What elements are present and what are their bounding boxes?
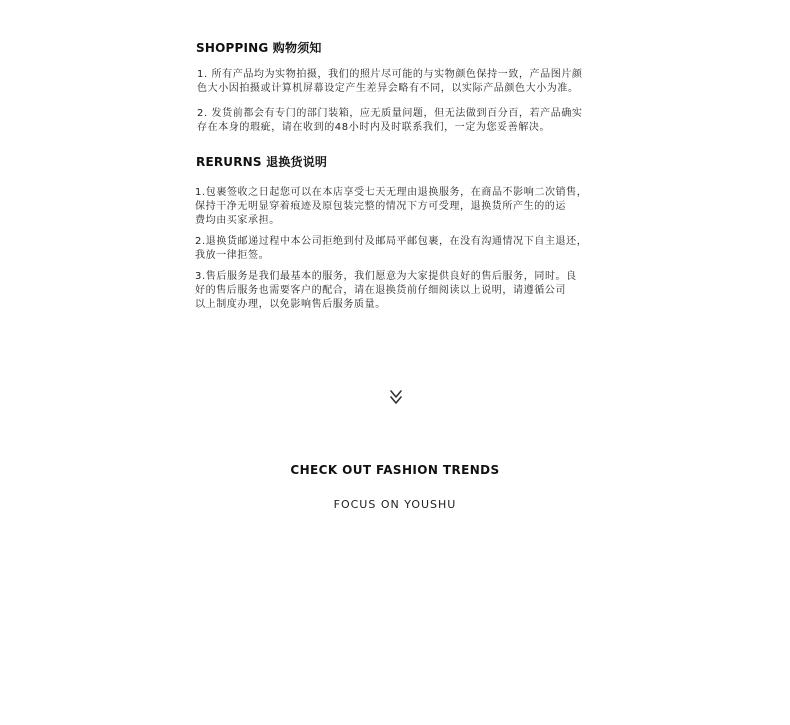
footer-subtitle: FOCUS ON YOUSHU xyxy=(333,498,457,511)
text-line: 我放一律拒签。 xyxy=(195,250,270,261)
text-line: 2.退换货邮递过程中本公司拒绝到付及邮局平邮包裹，在没有沟通情况下自主退还， xyxy=(195,236,588,247)
footer-title: CHECK OUT FASHION TRENDS xyxy=(290,463,500,477)
returns-title: RERURNS 退换货说明 xyxy=(196,155,328,169)
text-line: 存在本身的瑕疵，请在收到的48小时内及时联系我们，一定为您妥善解决。 xyxy=(197,122,551,133)
text-line: 保持干净无明显穿着痕迹及原包装完整的情况下方可受理，退换货所产生的的运 xyxy=(195,201,566,212)
returns-item-3 xyxy=(195,270,625,312)
text-line: 1. 所有产品均为实物拍摄，我们的照片尽可能的与实物颜色保持一致，产品图片颜 xyxy=(197,69,583,80)
text-line: 好的售后服务也需要客户的配合，请在退换货前仔细阅读以上说明，请遵循公司 xyxy=(195,285,566,296)
shopping-item-2 xyxy=(197,107,627,135)
text-line: 1.包裹签收之日起您可以在本店享受七天无理由退换服务，在商品不影响二次销售， xyxy=(195,187,588,198)
double-chevron-down-icon xyxy=(386,388,406,410)
text-line: 以上制度办理，以免影响售后服务质量。 xyxy=(195,299,386,310)
returns-item-1 xyxy=(195,186,625,228)
shopping-title: SHOPPING 购物须知 xyxy=(196,41,322,55)
shopping-item-1 xyxy=(197,68,627,96)
returns-item-2 xyxy=(195,235,625,263)
text-line: 2. 发货前都会有专门的部门装箱，应无质量问题，但无法做到百分百，若产品确实 xyxy=(197,108,583,119)
text-line: 3.售后服务是我们最基本的服务，我们愿意为大家提供良好的售后服务，同时。良 xyxy=(195,271,577,282)
text-line: 费均由买家承担。 xyxy=(195,215,280,226)
text-line: 色大小因拍摄或计算机屏幕设定产生差异会略有不同，以实际产品颜色大小为准。 xyxy=(197,83,579,94)
